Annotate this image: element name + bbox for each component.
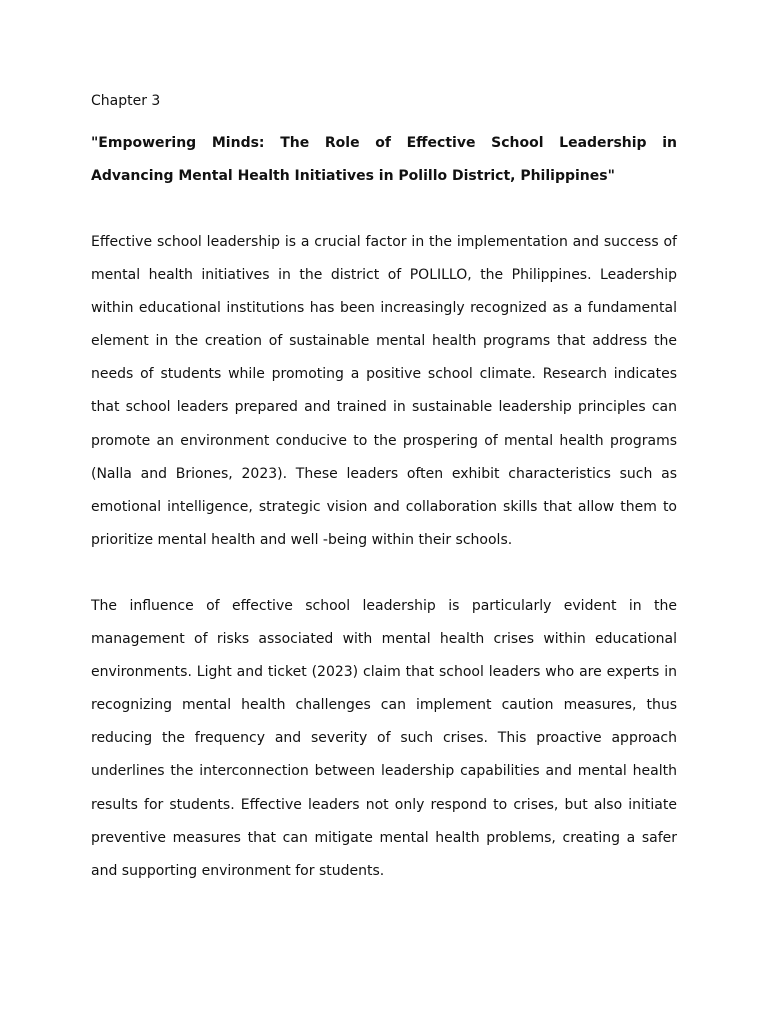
body-paragraph: Effective school leadership is a crucial factor in the implementation and success of mental health initiatives in the district of POLILLO, the Philippines. Leadership within educational institutions has been increasingly recognized as a fundamental element in the creation of sustainable mental health programs that address the needs of students while promoting a positive school climate. Research indicates that school leaders prepared and trained in sustainable leadership principles can promote an environment conducive to the prospering of mental health programs (Nalla and Briones, 2023). These leaders often exhibit characteristics such as emotional intelligence, strategic vision and collaboration skills that allow them to prioritize mental health and well -being within their schools.	[91, 234, 677, 548]
document-title: "Empowering Minds: The Role of Effective School Leadership in Advancing Mental Health Initiatives in Polillo District, Philippines"	[91, 135, 677, 184]
body-paragraph: The influence of effective school leadership is particularly evident in the management of risks associated with mental health crises within educational environments. Light and ticket (2023) claim that school leaders who are experts in recognizing mental health challenges can implement caution measures, thus reducing the frequency and severity of such crises. This proactive approach underlines the interconnection between leadership capabilities and mental health results for students. Effective leaders not only respond to crises, but also initiate preventive measures that can mitigate mental health problems, creating a safer and supporting environment for students.	[91, 598, 677, 879]
chapter-heading: Chapter 3	[91, 93, 161, 109]
